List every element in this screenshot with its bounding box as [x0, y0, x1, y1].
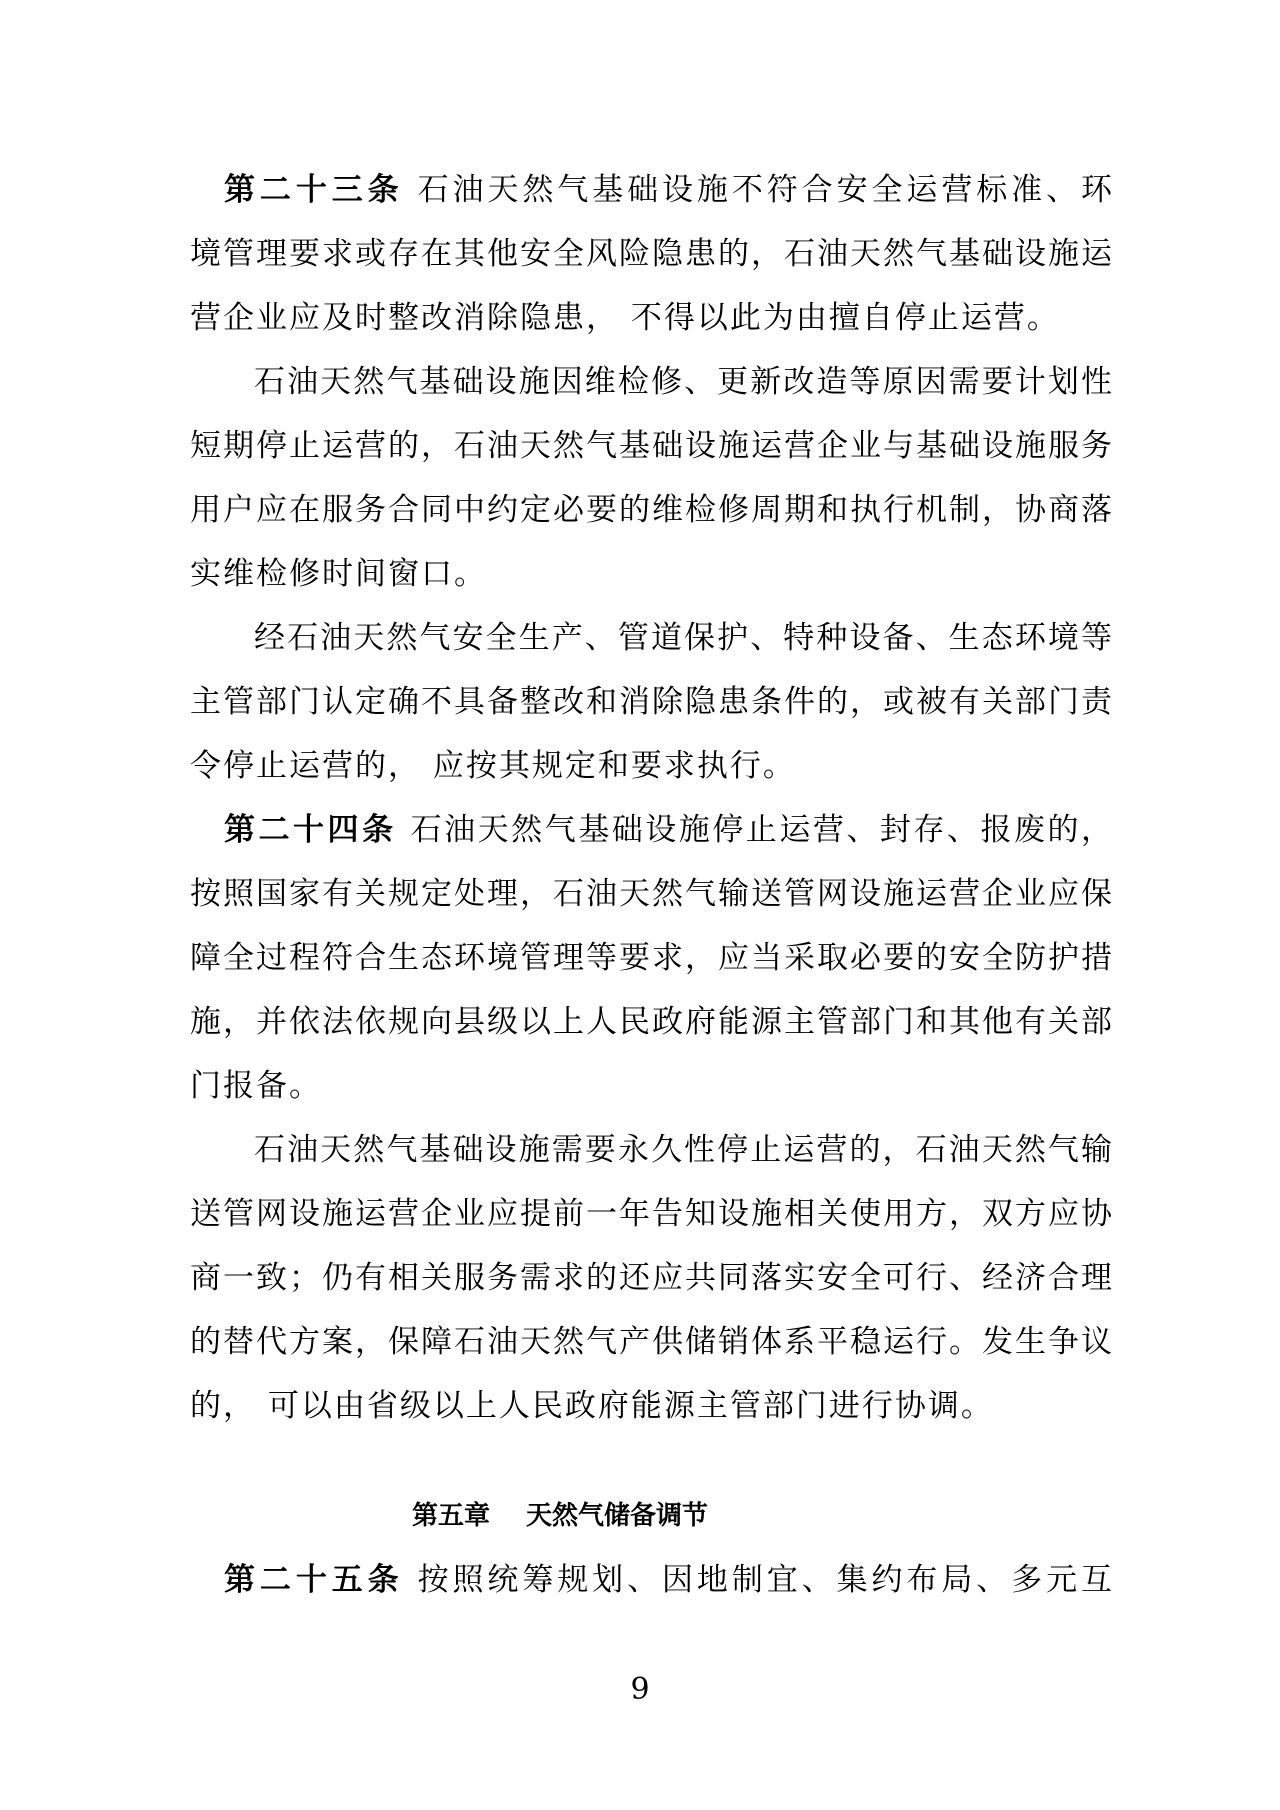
text-run: 送管网设施运营企业应提前一年告知设施相关使用方，双方应协: [190, 1196, 1112, 1232]
text-run: 经石油天然气安全生产、管道保护、特种设备、生态环境等: [254, 620, 1112, 656]
text-run: 主管部门认定确不具备整改和消除隐患条件的，或被有关部门责: [190, 684, 1112, 720]
text-line: [190, 158, 1112, 222]
text-run: 障全过程符合生态环境管理等要求，应当采取必要的安全防护措: [190, 940, 1112, 976]
text-run: 的替代方案，保障石油天然气产供储销体系平稳运行。发生争议: [190, 1324, 1112, 1360]
page-number: 9: [630, 1672, 650, 1707]
text-line: [190, 1182, 1112, 1246]
article-number: 第二十三条: [224, 172, 404, 208]
article-number: 第二十五条: [224, 1562, 404, 1598]
text-run: 施，并依法依规向县级以上人民政府能源主管部门和其他有关部: [190, 1004, 1112, 1040]
chapter-number: 第五章: [411, 1501, 490, 1531]
text-run: 石油天然气基础设施不符合安全运营标准、环: [417, 172, 1112, 208]
text-run: 实维检修时间窗口。: [190, 556, 487, 592]
text-line: [190, 734, 1112, 798]
text-line: [190, 542, 1112, 606]
text-run: 石油天然气基础设施需要永久性停止运营的，石油天然气输: [254, 1132, 1112, 1168]
text-line: [190, 1246, 1112, 1310]
text-run: 令停止运营的， 应按其规定和要求执行。: [190, 748, 796, 784]
text-line: [190, 862, 1112, 926]
article-number: 第二十四条: [224, 812, 397, 848]
chapter-title: 天然气储备调节: [526, 1501, 709, 1531]
text-run: 石油天然气基础设施停止运营、封存、报废的，: [410, 812, 1112, 848]
text-run: 商一致；仍有相关服务需求的还应共同落实安全可行、经济合理: [190, 1260, 1112, 1296]
text-run: 的， 可以由省级以上人民政府能源主管部门进行协调。: [190, 1388, 994, 1424]
text-run: 门报备。: [190, 1068, 322, 1104]
article-text-block: [190, 158, 1112, 1438]
text-run: 按照国家有关规定处理，石油天然气输送管网设施运营企业应保: [190, 876, 1112, 912]
text-line: [190, 1374, 1112, 1438]
text-line: [190, 478, 1112, 542]
text-line: [190, 350, 1112, 414]
text-line: [190, 414, 1112, 478]
text-line: [190, 1054, 1112, 1118]
text-line: [190, 1118, 1112, 1182]
text-line: [190, 286, 1112, 350]
text-line: [190, 1548, 1112, 1612]
text-run: 境管理要求或存在其他安全风险隐患的，石油天然气基础设施运: [190, 236, 1112, 272]
text-line: [190, 926, 1112, 990]
text-line: [190, 1310, 1112, 1374]
article-text-block-bottom: [190, 1548, 1112, 1612]
document-content: [190, 158, 1112, 1612]
text-line: [190, 990, 1112, 1054]
text-run: 用户应在服务合同中约定必要的维检修周期和执行机制，协商落: [190, 492, 1112, 528]
text-line: [190, 798, 1112, 862]
text-run: 短期停止运营的，石油天然气基础设施运营企业与基础设施服务: [190, 428, 1112, 464]
text-run: 营企业应及时整改消除隐患， 不得以此为由擅自停止运营。: [190, 300, 1060, 336]
text-line: [190, 606, 1112, 670]
chapter-heading: [99, 1484, 1021, 1548]
text-line: [190, 670, 1112, 734]
text-line: [190, 222, 1112, 286]
text-run: 石油天然气基础设施因维检修、更新改造等原因需要计划性: [254, 364, 1112, 400]
text-run: 按照统筹规划、因地制宜、集约布局、多元互: [417, 1562, 1112, 1598]
